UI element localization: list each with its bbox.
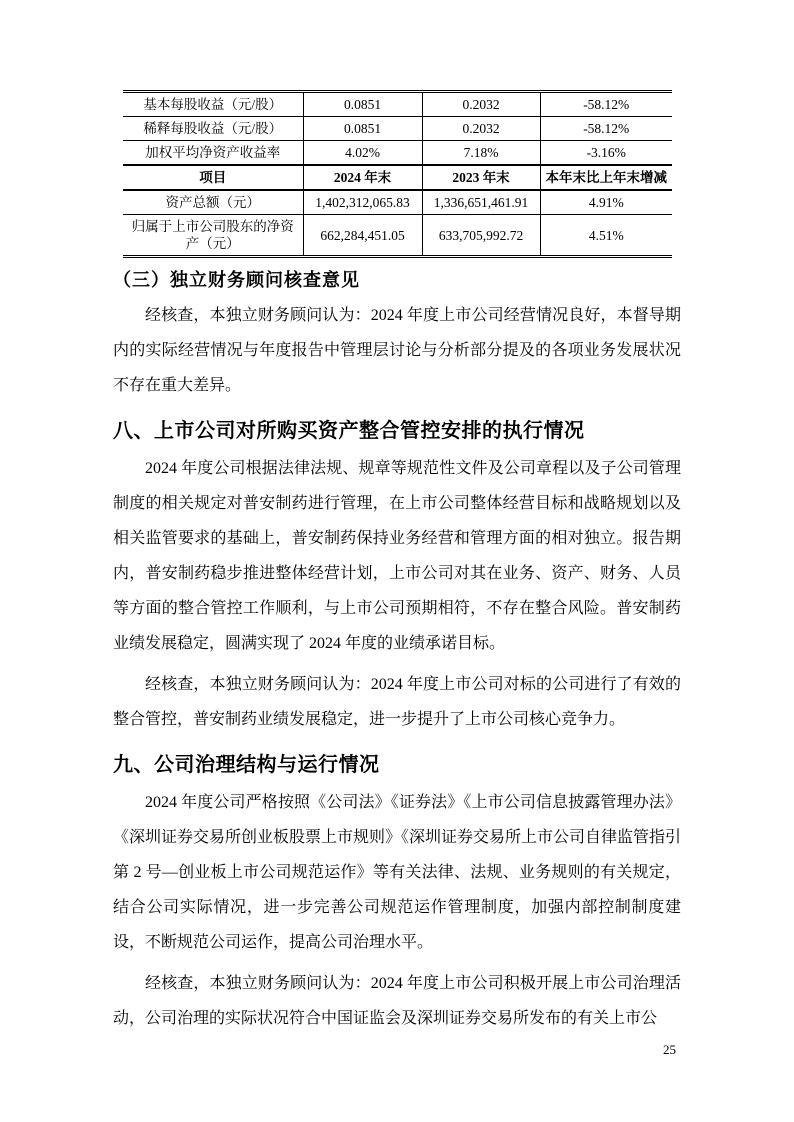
table-header-cell: 本年末比上年末增减 xyxy=(540,165,672,190)
table-cell-value: 1,336,651,461.91 xyxy=(422,190,540,215)
table-cell-value: 0.2032 xyxy=(422,92,540,117)
table-cell-label: 稀释每股收益（元/股） xyxy=(123,117,303,141)
table-row xyxy=(123,117,672,141)
paragraph-integration-control-2: 经核查，本独立财务顾问认为：2024 年度上市公司对标的公司进行了有效的整合管控，普安制药业绩发展稳定，进一步提升了上市公司核心竞争力。 xyxy=(113,676,681,728)
table-cell-label: 归属于上市公司股东的净资产（元） xyxy=(131,219,294,251)
table-cell-value: -58.12% xyxy=(540,117,672,141)
table-row xyxy=(123,92,672,117)
table-row xyxy=(123,141,672,166)
table-cell-value: -3.16% xyxy=(540,141,672,166)
table-row xyxy=(123,215,672,257)
table-cell-value: 662,284,451.05 xyxy=(303,215,422,257)
table-cell-value: 4.51% xyxy=(540,215,672,257)
subsection-heading-advisor-opinion: （三）独立财务顾问核查意见 xyxy=(113,270,360,290)
table-row xyxy=(123,190,672,215)
table-header-cell: 2023 年末 xyxy=(422,165,540,190)
table-header-row xyxy=(123,165,672,190)
table-header-cell: 项目 xyxy=(123,165,303,190)
table-cell-label: 基本每股收益（元/股） xyxy=(123,92,303,117)
table-cell-value: 7.18% xyxy=(422,141,540,166)
table-cell-value: -58.12% xyxy=(540,92,672,117)
table-header-cell: 2024 年末 xyxy=(303,165,422,190)
table-cell-value: 633,705,992.72 xyxy=(422,215,540,257)
table-cell-label: 资产总额（元） xyxy=(123,190,303,215)
financial-summary-table xyxy=(123,90,672,258)
table-cell-value: 1,402,312,065.83 xyxy=(303,190,422,215)
paragraph-advisor-opinion: 经核查，本独立财务顾问认为：2024 年度上市公司经营情况良好，本督导期内的实际经营情况与年度报告中管理层讨论与分析部分提及的各项业务发展状况不存在重大差异。 xyxy=(113,307,681,394)
table-cell-value: 4.91% xyxy=(540,190,672,215)
section-heading-corporate-governance: 九、公司治理结构与运行情况 xyxy=(113,754,380,776)
paragraph-integration-control-1: 2024 年度公司根据法律法规、规章等规范性文件及公司章程以及子公司管理制度的相关规定对普安制药进行管理，在上市公司整体经营目标和战略规划以及相关监管要求的基础上，普安制药保持业务经营和管理方面的相对独立。报告期内，普安制药稳步推进整体经营计划，上市公司对其在业务、资产、财务、人员等方面的整合管控工作顺利，与上市公司预期相符，不存在整合风险。普安制药业绩发展稳定，圆满实现了 2024 年度的业绩承诺目标。 xyxy=(113,460,681,652)
section-heading-integration-control: 八、上市公司对所购买资产整合管控安排的执行情况 xyxy=(113,420,585,442)
table-cell-label: 加权平均净资产收益率 xyxy=(123,141,303,166)
table-cell-value: 0.0851 xyxy=(303,117,422,141)
paragraph-corporate-governance-2: 经核查，本独立财务顾问认为：2024 年度上市公司积极开展上市公司治理活动，公司治理的实际状况符合中国证监会及深圳证券交易所发布的有关上市公 xyxy=(113,975,681,1027)
table-cell-value: 4.02% xyxy=(303,141,422,166)
table-cell-value: 0.2032 xyxy=(422,117,540,141)
paragraph-corporate-governance-1: 2024 年度公司严格按照《公司法》《证券法》《上市公司信息披露管理办法》《深圳证券交易所创业板股票上市规则》《深圳证券交易所上市公司自律监管指引第 2 号—创业板上市公司规范运作》等有关法律、法规、业务规则的有关规定，结合公司实际情况，进一步完善公司规范运作管理制度，加强内部控制制度建设，不断规范公司运作，提高公司治理水平。 xyxy=(113,794,682,951)
table-cell-value: 0.0851 xyxy=(303,92,422,117)
page-number: 25 xyxy=(663,1042,676,1057)
